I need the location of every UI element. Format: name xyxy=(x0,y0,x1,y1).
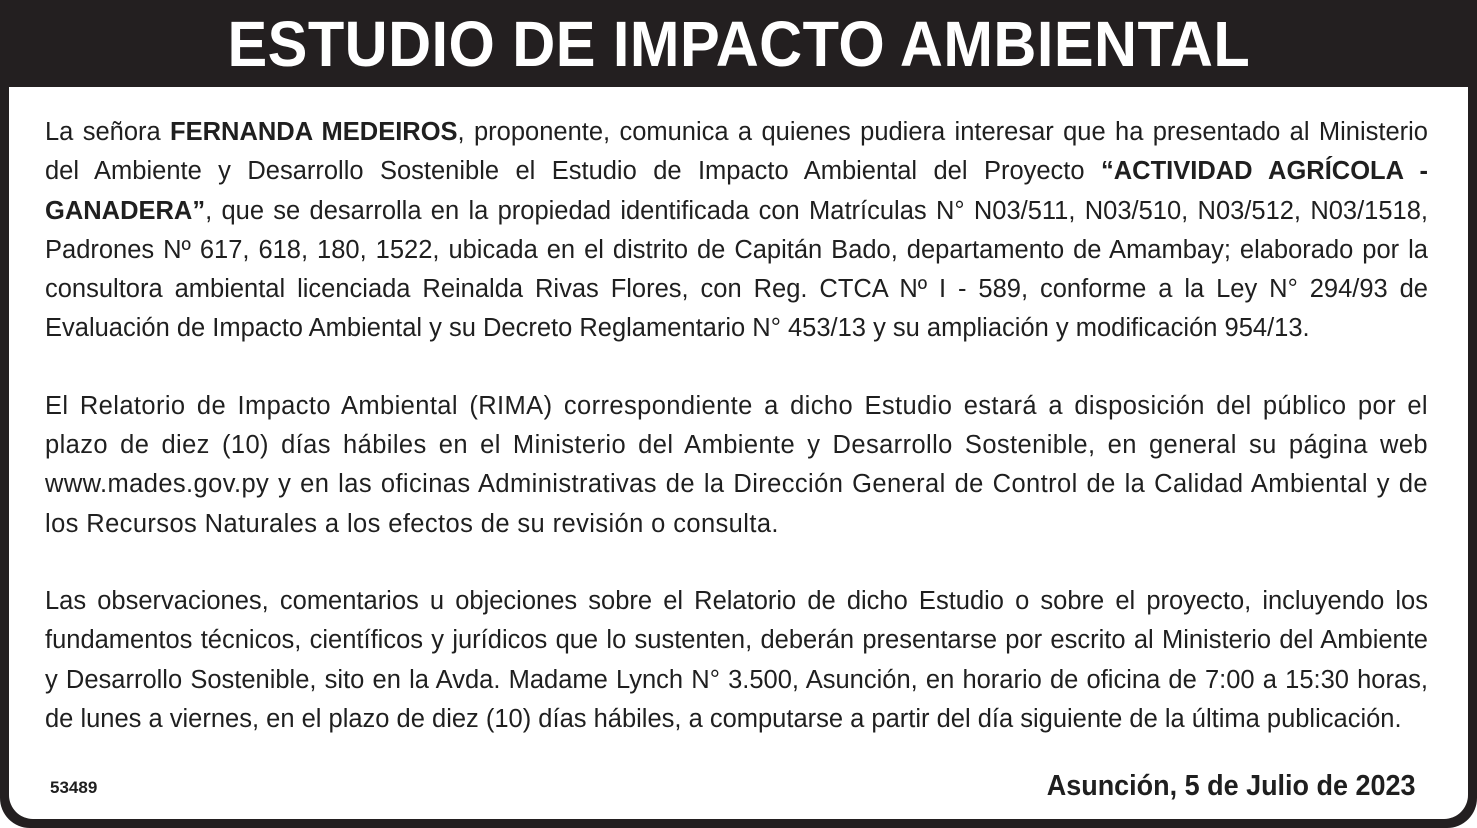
paragraph1-text-a: La señora xyxy=(45,118,171,146)
paragraph-proponent xyxy=(45,113,1428,349)
notice-body-panel xyxy=(9,87,1468,819)
reference-number: 53489 xyxy=(50,778,98,797)
paragraph1-text-b: , proponente, comunica a quienes pudiera interesar que ha presentado al Ministerio del Ambiente y Desarrollo Sostenible el Estudio de Impacto Ambiental del Proyecto xyxy=(45,118,1428,186)
paragraph1-text-c: , que se desarrolla en la propiedad identificada con Matrículas N° N03/511, N03/510, N03/512, N03/1518, Padrones Nº 617, 618, 180, 1522, ubicada en el distrito de Capitán Bado, departamento de Amambay; elaborado por la consultora ambiental licenciada Reinalda Rivas Flores, con Reg. CTCA Nº I - 589, conforme a la Ley N° 294/93 de Evaluación de Impacto Ambiental y su Decreto Reglamentario N° 453/13 y su ampliación y modificación 954/13. xyxy=(45,196,1428,343)
notice-body xyxy=(45,113,1428,777)
project-name: “ACTIVIDAD AGRÍCOLA - GANADERA” xyxy=(45,157,1429,225)
paragraph-rima-availability: El Relatorio de Impacto Ambiental (RIMA) correspondiente a dicho Estudio estará a disposición del público por el plazo de diez (10) días hábiles en el Ministerio del Ambiente y Desarrollo Sostenible, en general su página web www.mades.gov.py y en las oficinas Administrativas de la Dirección General de Control de la Calidad Ambiental y de los Recursos Naturales a los efectos de su revisión o consulta. xyxy=(45,391,1428,538)
paragraph-observations: Las observaciones, comentarios u objeciones sobre el Relatorio de dicho Estudio o sobre el proyecto, incluyendo los fundamentos técnicos, científicos y jurídicos que lo sustenten, deberán presentarse por escrito al Ministerio del Ambiente y Desarrollo Sostenible, sito en la Avda. Madame Lynch N° 3.500, Asunción, en horario de oficina de 7:00 a 15:30 horas, de lunes a viernes, en el plazo de diez (10) días hábiles, a computarse a partir del día siguiente de la última publicación. xyxy=(45,586,1428,733)
notice-title: ESTUDIO DE IMPACTO AMBIENTAL xyxy=(227,7,1250,80)
date-line: Asunción, 5 de Julio de 2023 xyxy=(1046,770,1415,802)
proponent-name: FERNANDA MEDEIROS xyxy=(170,118,458,146)
notice-header xyxy=(0,0,1477,87)
